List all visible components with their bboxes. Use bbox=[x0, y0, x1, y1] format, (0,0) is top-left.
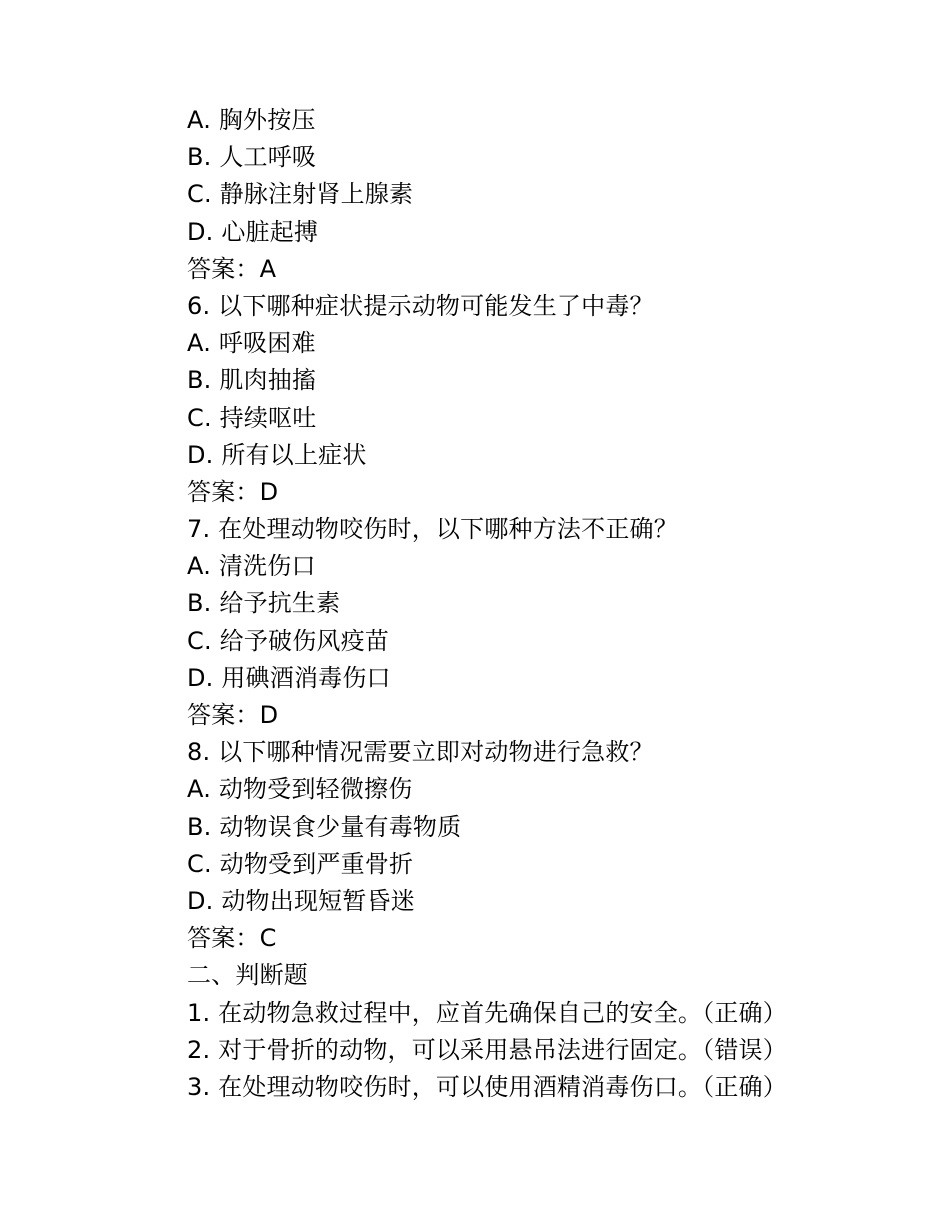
answer-line: 答案：C bbox=[187, 924, 277, 953]
answer-line: 答案：D bbox=[187, 701, 279, 729]
option-b: B. 人工呼吸 bbox=[187, 143, 317, 172]
option-d: D. 动物出现短暂昏迷 bbox=[187, 886, 415, 915]
option-a: A. 动物受到轻微擦伤 bbox=[187, 775, 413, 804]
true-false-item-1: 1. 在动物急救过程中，应首先确保自己的安全。（正确） bbox=[187, 998, 787, 1027]
option-b: B. 动物误食少量有毒物质 bbox=[187, 812, 462, 841]
option-d: D. 所有以上症状 bbox=[187, 440, 367, 469]
answer-line: 答案：A bbox=[187, 254, 277, 283]
answer-line: 答案：D bbox=[187, 477, 279, 506]
option-c: C. 给予破伤风疫苗 bbox=[187, 626, 390, 655]
option-b: B. 给予抗生素 bbox=[187, 589, 341, 618]
true-false-item-3: 3. 在处理动物咬伤时，可以使用酒精消毒伤口。（正确） bbox=[187, 1072, 787, 1101]
option-c: C. 静脉注射肾上腺素 bbox=[187, 180, 414, 209]
section-heading: 二、判断题 bbox=[187, 961, 308, 990]
question-7: 7. 在处理动物咬伤时，以下哪种方法不正确？ bbox=[187, 515, 678, 544]
question-6: 6. 以下哪种症状提示动物可能发生了中毒？ bbox=[187, 291, 654, 320]
option-a: A. 清洗伤口 bbox=[187, 552, 316, 581]
option-b: B. 肌肉抽搐 bbox=[187, 366, 317, 395]
option-c: C. 持续呕吐 bbox=[187, 403, 317, 432]
option-a: A. 胸外按压 bbox=[187, 106, 316, 134]
question-8: 8. 以下哪种情况需要立即对动物进行急救？ bbox=[187, 738, 654, 767]
option-a: A. 呼吸困难 bbox=[187, 329, 316, 358]
document-body bbox=[187, 102, 867, 1106]
option-d: D. 用碘酒消毒伤口 bbox=[187, 663, 391, 692]
option-d: D. 心脏起搏 bbox=[187, 217, 319, 246]
option-c: C. 动物受到严重骨折 bbox=[187, 849, 414, 878]
true-false-item-2: 2. 对于骨折的动物，可以采用悬吊法进行固定。（错误） bbox=[187, 1035, 787, 1064]
